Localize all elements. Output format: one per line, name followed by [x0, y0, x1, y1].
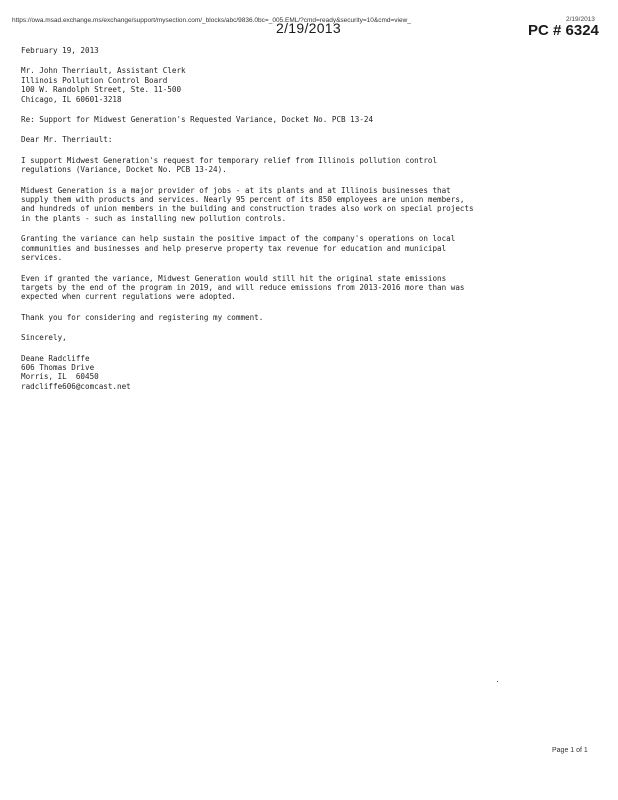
paragraph-line: I support Midwest Generation's request for temporary relief from Illinois pollution control: [21, 155, 438, 165]
paragraph-line: regulations (Variance, Docket No. PCB 13-24).: [21, 165, 227, 175]
paragraph-line: and hundreds of union members in the building and construction trades also work on special projects: [21, 204, 474, 214]
paragraph-line: Even if granted the variance, Midwest Generation would still hit the original state emissions: [21, 273, 447, 283]
paragraph-line: targets by the end of the program in 2019, and will reduce emissions from 2013-2016 more than was: [21, 282, 465, 292]
letter-date: February 19, 2013: [21, 46, 99, 55]
salutation: Dear Mr. Therriault:: [21, 135, 113, 145]
paragraph: [21, 186, 591, 224]
address-line: 100 W. Randolph Street, Ste. 11-500: [21, 85, 182, 95]
signature-line: Morris, IL 60450: [21, 372, 99, 382]
address-line: Illinois Pollution Control Board: [21, 75, 168, 85]
page-number: Page 1 of 1: [552, 747, 588, 754]
paragraph-line: services.: [21, 253, 63, 263]
paragraph-line: Granting the variance can help sustain the positive impact of the company's operations on local: [21, 234, 456, 244]
signature-block: [21, 354, 591, 392]
paragraph-line: supply them with products and services. Nearly 95 percent of its 850 employees are union members,: [21, 195, 465, 205]
source-url: https://owa.msad.exchange.ms/exchange/support/mysection.com/_blocks/abc/9836.0bc=_005.EML/?cmd=ready&security=10&cmd=view_: [12, 17, 411, 24]
paragraph-line: communities and businesses and help preserve property tax revenue for education and municipal: [21, 243, 447, 253]
signature-line: Deane Radcliffe: [21, 353, 90, 363]
paragraph-line: Thank you for considering and registering my comment.: [21, 312, 264, 322]
paragraph: [21, 156, 591, 175]
recipient-address: [21, 66, 591, 104]
print-date: 2/19/2013: [566, 16, 595, 23]
paragraph: [21, 274, 591, 302]
subject-line: Re: Support for Midwest Generation's Requested Variance, Docket No. PCB 13-24: [21, 115, 374, 125]
paragraph-line: Midwest Generation is a major provider of jobs - at its plants and at Illinois businesses that: [21, 185, 451, 195]
closing: Sincerely,: [21, 333, 67, 343]
paragraph: [21, 234, 591, 262]
signature-line: 606 Thomas Drive: [21, 362, 95, 372]
signature-line: radcliffe606@comcast.net: [21, 381, 131, 391]
address-line: Mr. John Therriault, Assistant Clerk: [21, 66, 186, 76]
paragraph-line: in the plants - such as installing new pollution controls.: [21, 213, 287, 223]
letter-body: [21, 46, 591, 391]
paragraph: [21, 313, 591, 322]
paragraph-line: expected when current regulations were adopted.: [21, 292, 236, 302]
address-line: Chicago, IL 60601-3218: [21, 94, 122, 104]
filing-date-stamp: 2/19/2013: [276, 20, 341, 36]
scan-speck: [497, 681, 498, 682]
public-comment-stamp: PC # 6324: [528, 22, 599, 39]
